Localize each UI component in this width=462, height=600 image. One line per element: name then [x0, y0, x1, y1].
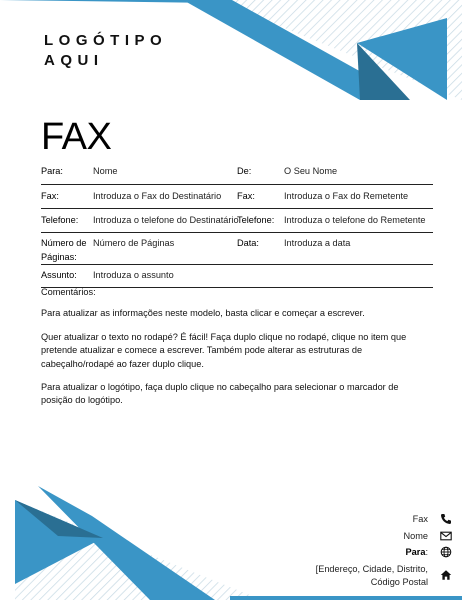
- row-pages-date: [41, 233, 433, 265]
- page-title: FAX: [41, 116, 112, 158]
- fax-from-field[interactable]: Introduza o Fax do Remetente: [284, 191, 409, 201]
- footer-fax[interactable]: [413, 513, 428, 526]
- fax-from-label: Fax:: [237, 191, 255, 201]
- logo-line-2: AQUI: [44, 52, 104, 69]
- comments-paragraph-1: Para atualizar as informações neste modelo, basta clicar e começar a escrever.: [41, 308, 365, 319]
- fax-to-label: Fax:: [41, 191, 59, 201]
- row-to-from: [41, 160, 433, 185]
- phone-from-label: Telefone:: [237, 215, 275, 225]
- to-field[interactable]: Nome: [93, 166, 118, 176]
- footer-fax-label: Fax: [412, 514, 428, 524]
- comments-paragraph-3: Para atualizar o logótipo, faça duplo clique no cabeçalho para selecionar o marcador de posição do logótipo.: [41, 382, 399, 406]
- footer-address-line-2: Código Postal: [370, 577, 428, 587]
- row-subject: [41, 265, 433, 288]
- date-label: Data:: [237, 238, 259, 248]
- footer-to-colon: :: [425, 547, 428, 557]
- footer-to-label: Para: [405, 547, 426, 557]
- logo-line-1: LOGÓTIPO: [44, 32, 168, 49]
- date-field[interactable]: Introduza a data: [284, 238, 351, 248]
- phone-to-label: Telefone:: [41, 215, 79, 225]
- home-icon: [440, 569, 452, 581]
- globe-icon: [440, 546, 452, 558]
- footer-name[interactable]: [403, 530, 428, 543]
- from-field[interactable]: O Seu Nome: [284, 166, 338, 176]
- to-label: Para:: [41, 166, 63, 176]
- row-phone: [41, 209, 433, 233]
- comments-paragraph-2: Quer atualizar o texto no rodapé? É fácil! Faça duplo clique no rodapé, clique no item que pretende atualizar e comece a escrever. Também pode alterar as estruturas de cabeçalho/rodapé ao fazer duplo clique.: [41, 331, 407, 369]
- subject-field[interactable]: Introduza o assunto: [93, 270, 174, 280]
- pages-label-line-2: Páginas:: [41, 252, 77, 262]
- footer-address-line-1: [Endereço, Cidade, Distrito,: [315, 564, 428, 574]
- header-line: [0, 0, 215, 3]
- footer-address[interactable]: [316, 563, 428, 589]
- fax-details-form: [41, 160, 433, 288]
- pages-field[interactable]: Número de Páginas: [93, 238, 175, 248]
- phone-icon: [440, 513, 452, 525]
- row-fax: [41, 185, 433, 209]
- fax-to-field[interactable]: Introduza o Fax do Destinatário: [93, 191, 222, 201]
- pages-label-line-1: Número de: [41, 238, 87, 248]
- envelope-icon: [440, 530, 452, 542]
- from-label: De:: [237, 166, 252, 176]
- phone-to-field[interactable]: Introduza o telefone do Destinatário: [93, 215, 239, 225]
- comments-section[interactable]: [41, 286, 411, 418]
- phone-from-field[interactable]: Introduza o telefone do Remetente: [284, 215, 426, 225]
- pages-label: [41, 236, 86, 264]
- comments-heading: Comentários:: [41, 287, 96, 297]
- footer-name-label: Nome: [403, 531, 428, 541]
- footer-line: [230, 596, 462, 600]
- footer-to[interactable]: [406, 546, 429, 559]
- subject-label: Assunto:: [41, 270, 77, 280]
- logo-placeholder[interactable]: [44, 31, 167, 71]
